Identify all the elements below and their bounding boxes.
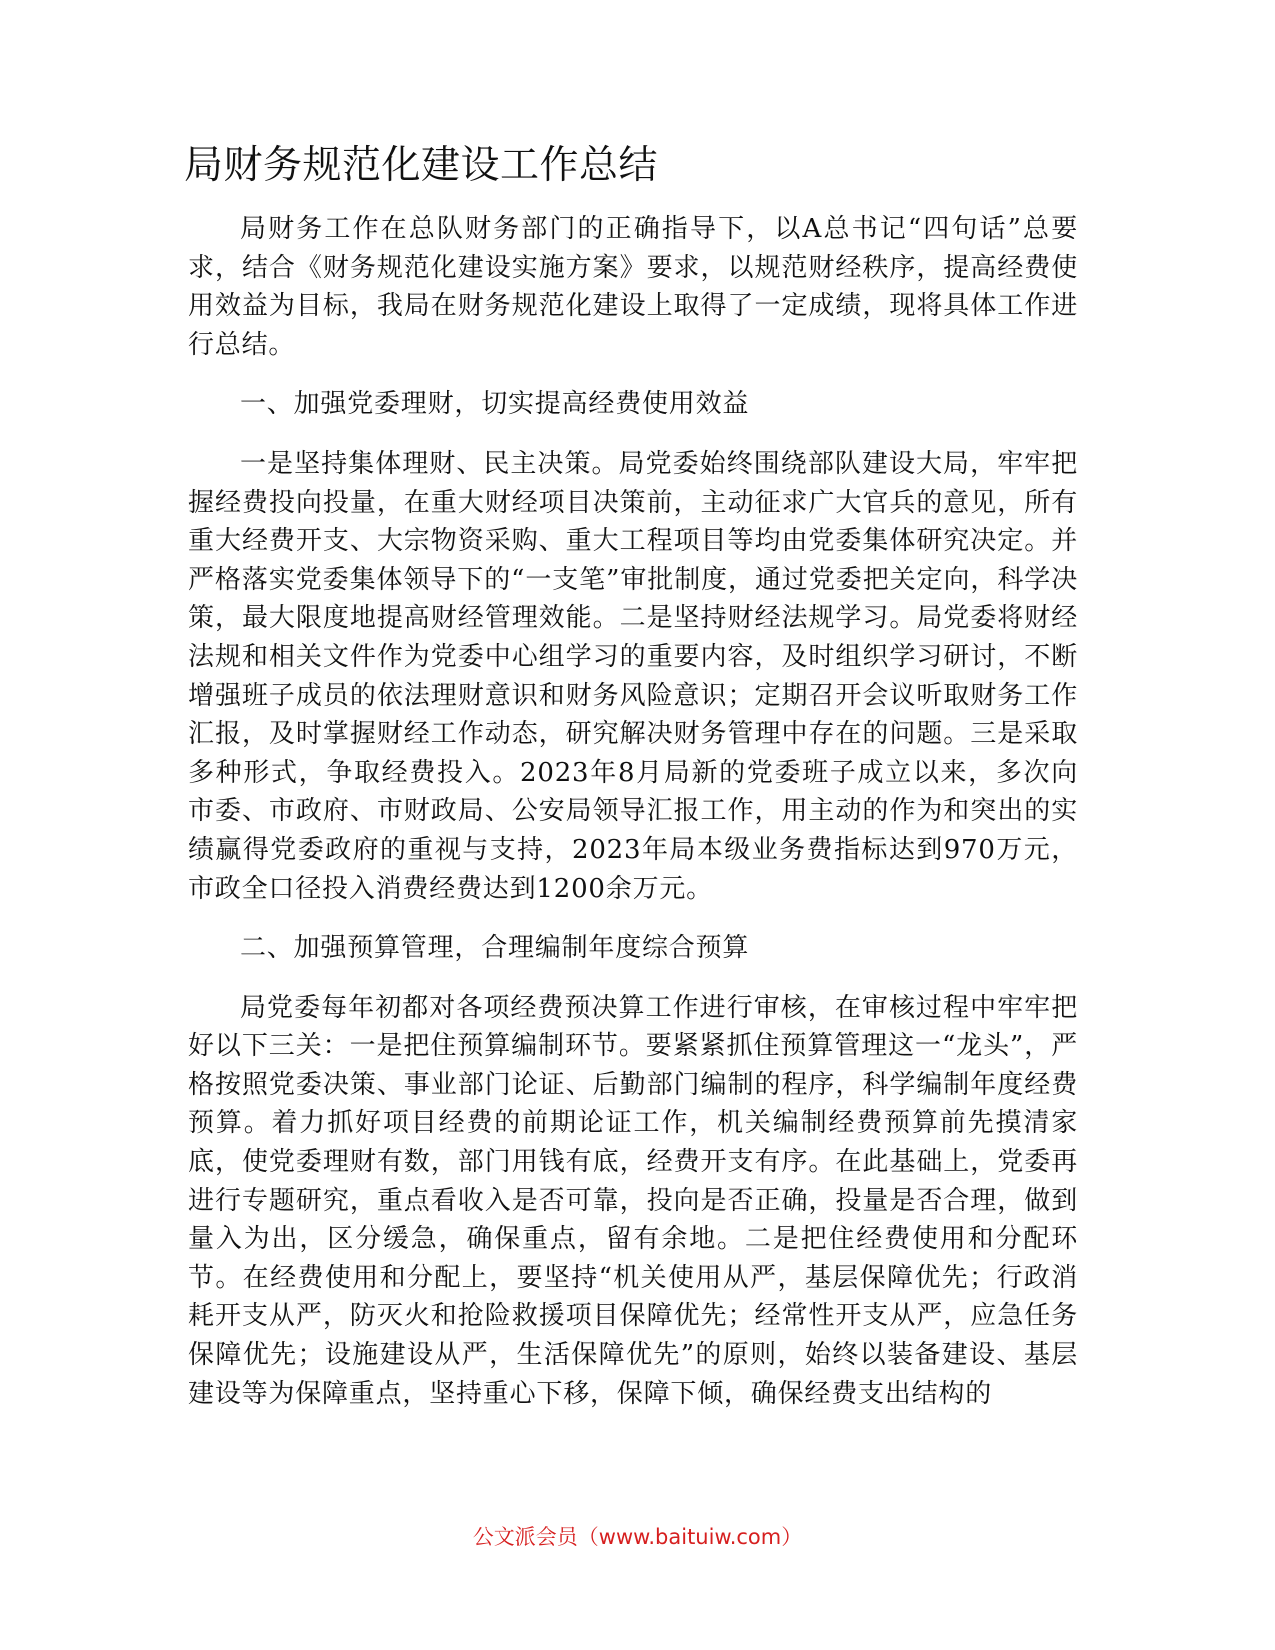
intro-paragraph: 局财务工作在总队财务部门的正确指导下，以A总书记“四句话”总要求，结合《财务规范化建设实施方案》要求，以规范财经秩序，提高经费使用效益为目标，我局在财务规范化建设上取得了一定成绩，现将具体工作进行总结。 (188, 214, 1078, 360)
section-heading-2: 二、加强预算管理，合理编制年度综合预算 (240, 933, 750, 964)
footer-watermark: 公文派会员（www.baituiw.com） (472, 1525, 803, 1549)
section-1-body: 一是坚持集体理财、民主决策。局党委始终围绕部队建设大局，牢牢把握经费投向投量，在重大财经项目决策前，主动征求广大官兵的意见，所有重大经费开支、大宗物资采购、重大工程项目等均由党委集体研究决定。并严格落实党委集体领导下的“一支笔”审批制度，通过党委把关定向，科学决策，最大限度地提高财经管理效能。二是坚持财经法规学习。局党委将财经法规和相关文件作为党委中心组学习的重要内容，及时组织学习研讨，不断增强班子成员的依法理财意识和财务风险意识；定期召开会议听取财务工作汇报，及时掌握财经工作动态，研究解决财务管理中存在的问题。三是采取多种形式，争取经费投入。2023年8月局新的党委班子成立以来，多次向市委、市政府、市财政局、公安局领导汇报工作，用主动的作为和突出的实绩赢得党委政府的重视与支持，2023年局本级业务费指标达到970万元，市政全口径投入消费经费达到1200余万元。 (188, 448, 1078, 904)
section-2-body: 局党委每年初都对各项经费预决算工作进行审核，在审核过程中牢牢把好以下三关：一是把住预算编制环节。要紧紧抓住预算管理这一“龙头”，严格按照党委决策、事业部门论证、后勤部门编制的程序，科学编制年度经费预算。着力抓好项目经费的前期论证工作，机关编制经费预算前先摸清家底，使党委理财有数，部门用钱有底，经费开支有序。在此基础上，党委再进行专题研究，重点看收入是否可靠，投向是否正确，投量是否合理，做到量入为出，区分缓急，确保重点，留有余地。二是把住经费使用和分配环节。在经费使用和分配上，要坚持“机关使用从严，基层保障优先；行政消耗开支从严，防灭火和抢险救援项目保障优先；经常性开支从严，应急任务保障优先；设施建设从严，生活保障优先”的原则，始终以装备建设、基层建设等为保障重点，坚持重心下移，保障下倾，确保经费支出结构的 (188, 992, 1078, 1409)
document-title: 局财务规范化建设工作总结 (184, 143, 659, 188)
section-heading-1: 一、加强党委理财，切实提高经费使用效益 (240, 389, 750, 420)
document-page (184, 138, 1078, 1434)
